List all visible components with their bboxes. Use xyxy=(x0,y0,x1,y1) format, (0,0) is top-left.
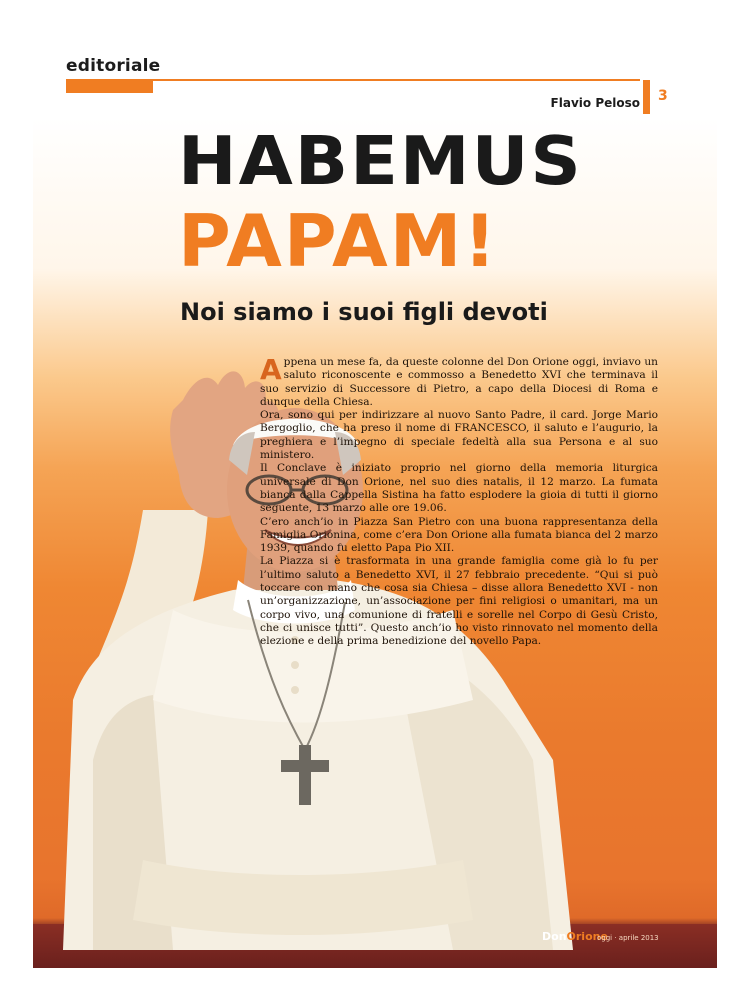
issue-date: oggi · aprile 2013 xyxy=(597,934,659,942)
headline-line2: PAPAM! xyxy=(178,199,499,283)
headline-line1: HABEMUS xyxy=(178,122,583,201)
header-accent-bar xyxy=(66,80,153,93)
logo-orione: Orione xyxy=(566,930,608,943)
author-name: Flavio Peloso xyxy=(550,96,640,110)
logo-don: Don xyxy=(542,930,567,943)
article-paragraph: La Piazza si è trasformata in una grande famiglia come già lo fu per l’ultimo saluto a Benedetto XVI, il 27 febbraio precedente. “Qui si può toccare con mano che cosa sia Chiesa – disse allora Benedetto XVI - non un’organizzazione, un’associazione per fini religiosi o umanitari, ma un corpo vivo, una comunione di fratelli e sorelle nel Corpo di Gesù Cristo, che ci unisce tutti”. Questo anch’io ho visto rinnovato nel momento della elezione e della prima benedizione del novello Papa. xyxy=(260,555,658,648)
page-number: 3 xyxy=(658,88,668,104)
section-label: editoriale xyxy=(66,56,161,76)
article-paragraph: ppena un mese fa, da queste colonne del Don Orione oggi, inviavo un saluto riconoscente e commosso a Benedetto XVI che terminava il suo servizio di Successore di Pietro, a capo della Diocesi di Roma e dunque della Chiesa. xyxy=(260,356,658,408)
article-paragraph: Il Conclave è iniziato proprio nel giorno della memoria liturgica universale di Don Orione, nel suo dies natalis, il 12 marzo. La fumata bianca dalla Cappella Sistina ha fatto esplodere la gioia di tutti il giorno seguente, 13 marzo alle ore 19.06. xyxy=(260,462,658,515)
article-paragraph: Ora, sono qui per indirizzare al nuovo Santo Padre, il card. Jorge Mario Bergoglio, che ha preso il nome di FRANCESCO, il saluto e l’augurio, la preghiera e l’impegno di speciale fedeltà alla sua Persona e al suo ministero. xyxy=(260,409,658,462)
article-body xyxy=(260,353,658,649)
headline-subtitle: Noi siamo i suoi figli devoti xyxy=(180,298,548,326)
article-paragraph: C’ero anch’io in Piazza San Pietro con una buona rappresentanza della Famiglia Orionina, come c’era Don Orione alla fumata bianca del 2 marzo 1939, quando fu eletto Papa Pio XII. xyxy=(260,515,658,555)
page-marker xyxy=(643,80,650,114)
drop-cap: A xyxy=(260,353,282,386)
